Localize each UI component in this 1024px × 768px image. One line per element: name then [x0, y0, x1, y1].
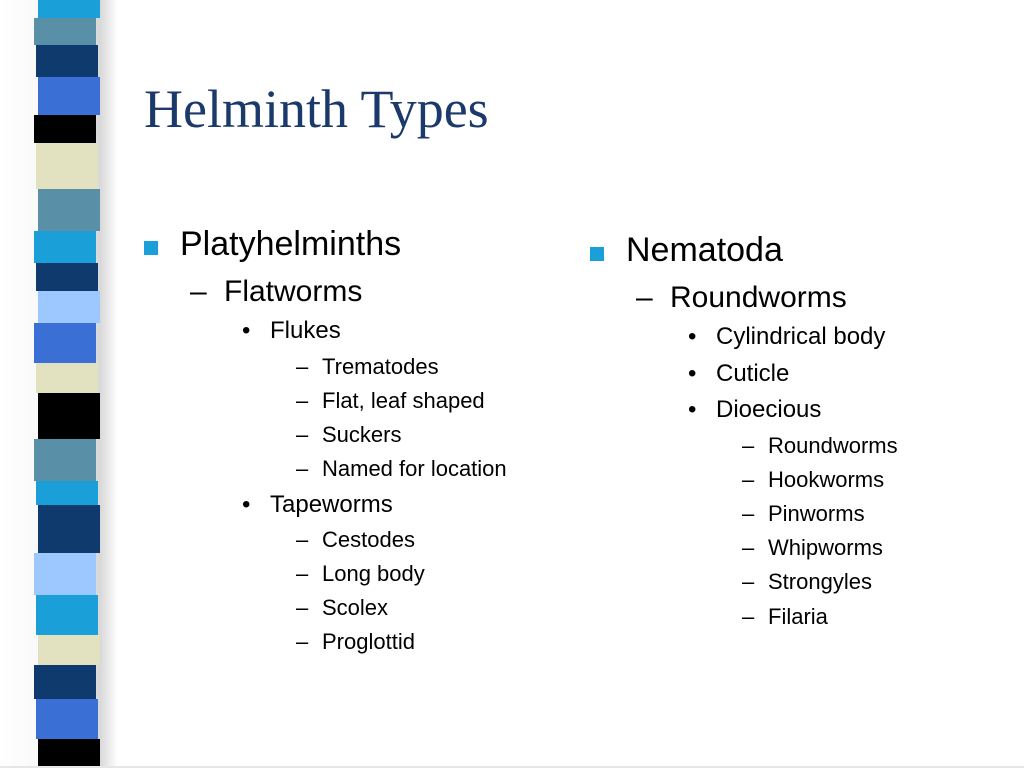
list-item: – Scolex — [296, 595, 389, 621]
list-item: – Flat, leaf shaped — [296, 387, 485, 413]
stripe-segment — [34, 231, 96, 263]
dash-mark: – — [742, 569, 755, 595]
dot-mark: • — [688, 396, 697, 424]
stripe-segment — [34, 665, 96, 699]
dash-mark: – — [742, 432, 755, 458]
stripe-segment — [36, 481, 98, 505]
dash-mark: – — [296, 595, 309, 621]
list-item: – Trematodes — [296, 353, 439, 379]
dot-mark: • — [242, 317, 251, 345]
dash-mark: – — [296, 456, 309, 482]
stripe-segment — [38, 291, 100, 323]
dash-mark: – — [296, 561, 309, 587]
group-flukes: • Flukes — [242, 317, 341, 345]
list-item: – Whipworms — [742, 535, 883, 561]
dash-mark: – — [742, 500, 755, 526]
dash-mark: – — [296, 353, 309, 379]
stripe-segment — [38, 77, 100, 115]
right-column — [588, 232, 1008, 639]
list-item: – Cestodes — [296, 526, 415, 552]
stripe-segment — [36, 263, 98, 291]
dash-mark: – — [296, 422, 309, 448]
list-item: – Suckers — [296, 422, 402, 448]
stripe-segment — [34, 553, 96, 595]
stripe-segment — [38, 0, 100, 18]
sub-flatworms: – Flatworms — [190, 275, 363, 309]
dash-mark: – — [190, 275, 207, 309]
left-column — [142, 226, 562, 665]
heading-nematoda: Nematoda — [588, 232, 1008, 269]
slide-title: Helminth Types — [144, 79, 489, 139]
heading-platyhelminths: Platyhelminths — [142, 226, 562, 263]
stripe-segment — [34, 323, 96, 363]
list-item: – Proglottid — [296, 629, 415, 655]
dash-mark: – — [296, 629, 309, 655]
decorative-stripe — [36, 0, 98, 768]
stripe-segment — [38, 739, 100, 768]
stripe-segment — [36, 595, 98, 635]
list-item: – Filaria — [742, 603, 828, 629]
stripe-segment — [36, 143, 98, 189]
stripe-segment — [34, 439, 96, 481]
stripe-segment — [38, 635, 100, 665]
stripe-segment — [38, 393, 100, 439]
stripe-segment — [38, 189, 100, 231]
list-item: – Roundworms — [742, 432, 898, 458]
square-bullet-icon — [590, 247, 604, 261]
stripe-segment — [36, 363, 98, 393]
stripe-segment — [34, 18, 96, 45]
dash-mark: – — [742, 466, 755, 492]
dash-mark: – — [296, 387, 309, 413]
dash-mark: – — [742, 535, 755, 561]
dot-mark: • — [688, 359, 697, 387]
dash-mark: – — [742, 603, 755, 629]
list-item: – Hookworms — [742, 466, 885, 492]
point-item: • Dioecious — [688, 396, 822, 424]
point-item: • Cuticle — [688, 359, 790, 387]
sub-roundworms: – Roundworms — [636, 281, 847, 315]
dash-mark: – — [296, 526, 309, 552]
dash-mark: – — [636, 281, 653, 315]
point-item: • Cylindrical body — [688, 323, 886, 351]
list-item: – Named for location — [296, 456, 507, 482]
stripe-segment — [38, 505, 100, 553]
list-item: – Strongyles — [742, 569, 872, 595]
dot-mark: • — [242, 490, 251, 518]
group-tapeworms: • Tapeworms — [242, 490, 393, 518]
square-bullet-icon — [144, 241, 158, 255]
stripe-segment — [36, 45, 98, 77]
stripe-segment — [36, 699, 98, 739]
list-item: – Long body — [296, 561, 425, 587]
dot-mark: • — [688, 323, 697, 351]
list-item: – Pinworms — [742, 500, 865, 526]
stripe-segment — [34, 115, 96, 143]
